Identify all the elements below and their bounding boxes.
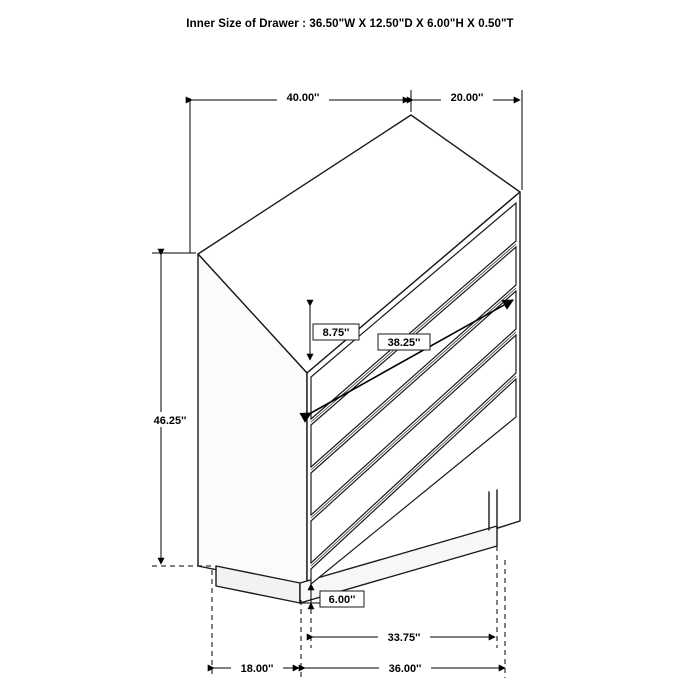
dim-label-top-width: 40.00''	[286, 92, 320, 104]
dim-label-overall-height: 46.25''	[153, 415, 187, 427]
dim-label-overall-width: 36.00''	[388, 663, 422, 675]
dim-label-top-depth: 20.00''	[450, 92, 484, 104]
dim-label-drawer-height: 8.75''	[322, 327, 350, 339]
dim-label-side-depth: 18.00''	[240, 663, 274, 675]
dim-label-drawer-width: 38.25''	[387, 337, 421, 349]
dim-label-base-front-width: 33.75''	[387, 632, 421, 644]
page-title: Inner Size of Drawer : 36.50"W X 12.50"D X 6.00"H X 0.50"T	[186, 18, 514, 30]
dim-label-base-clearance: 6.00''	[328, 594, 356, 606]
